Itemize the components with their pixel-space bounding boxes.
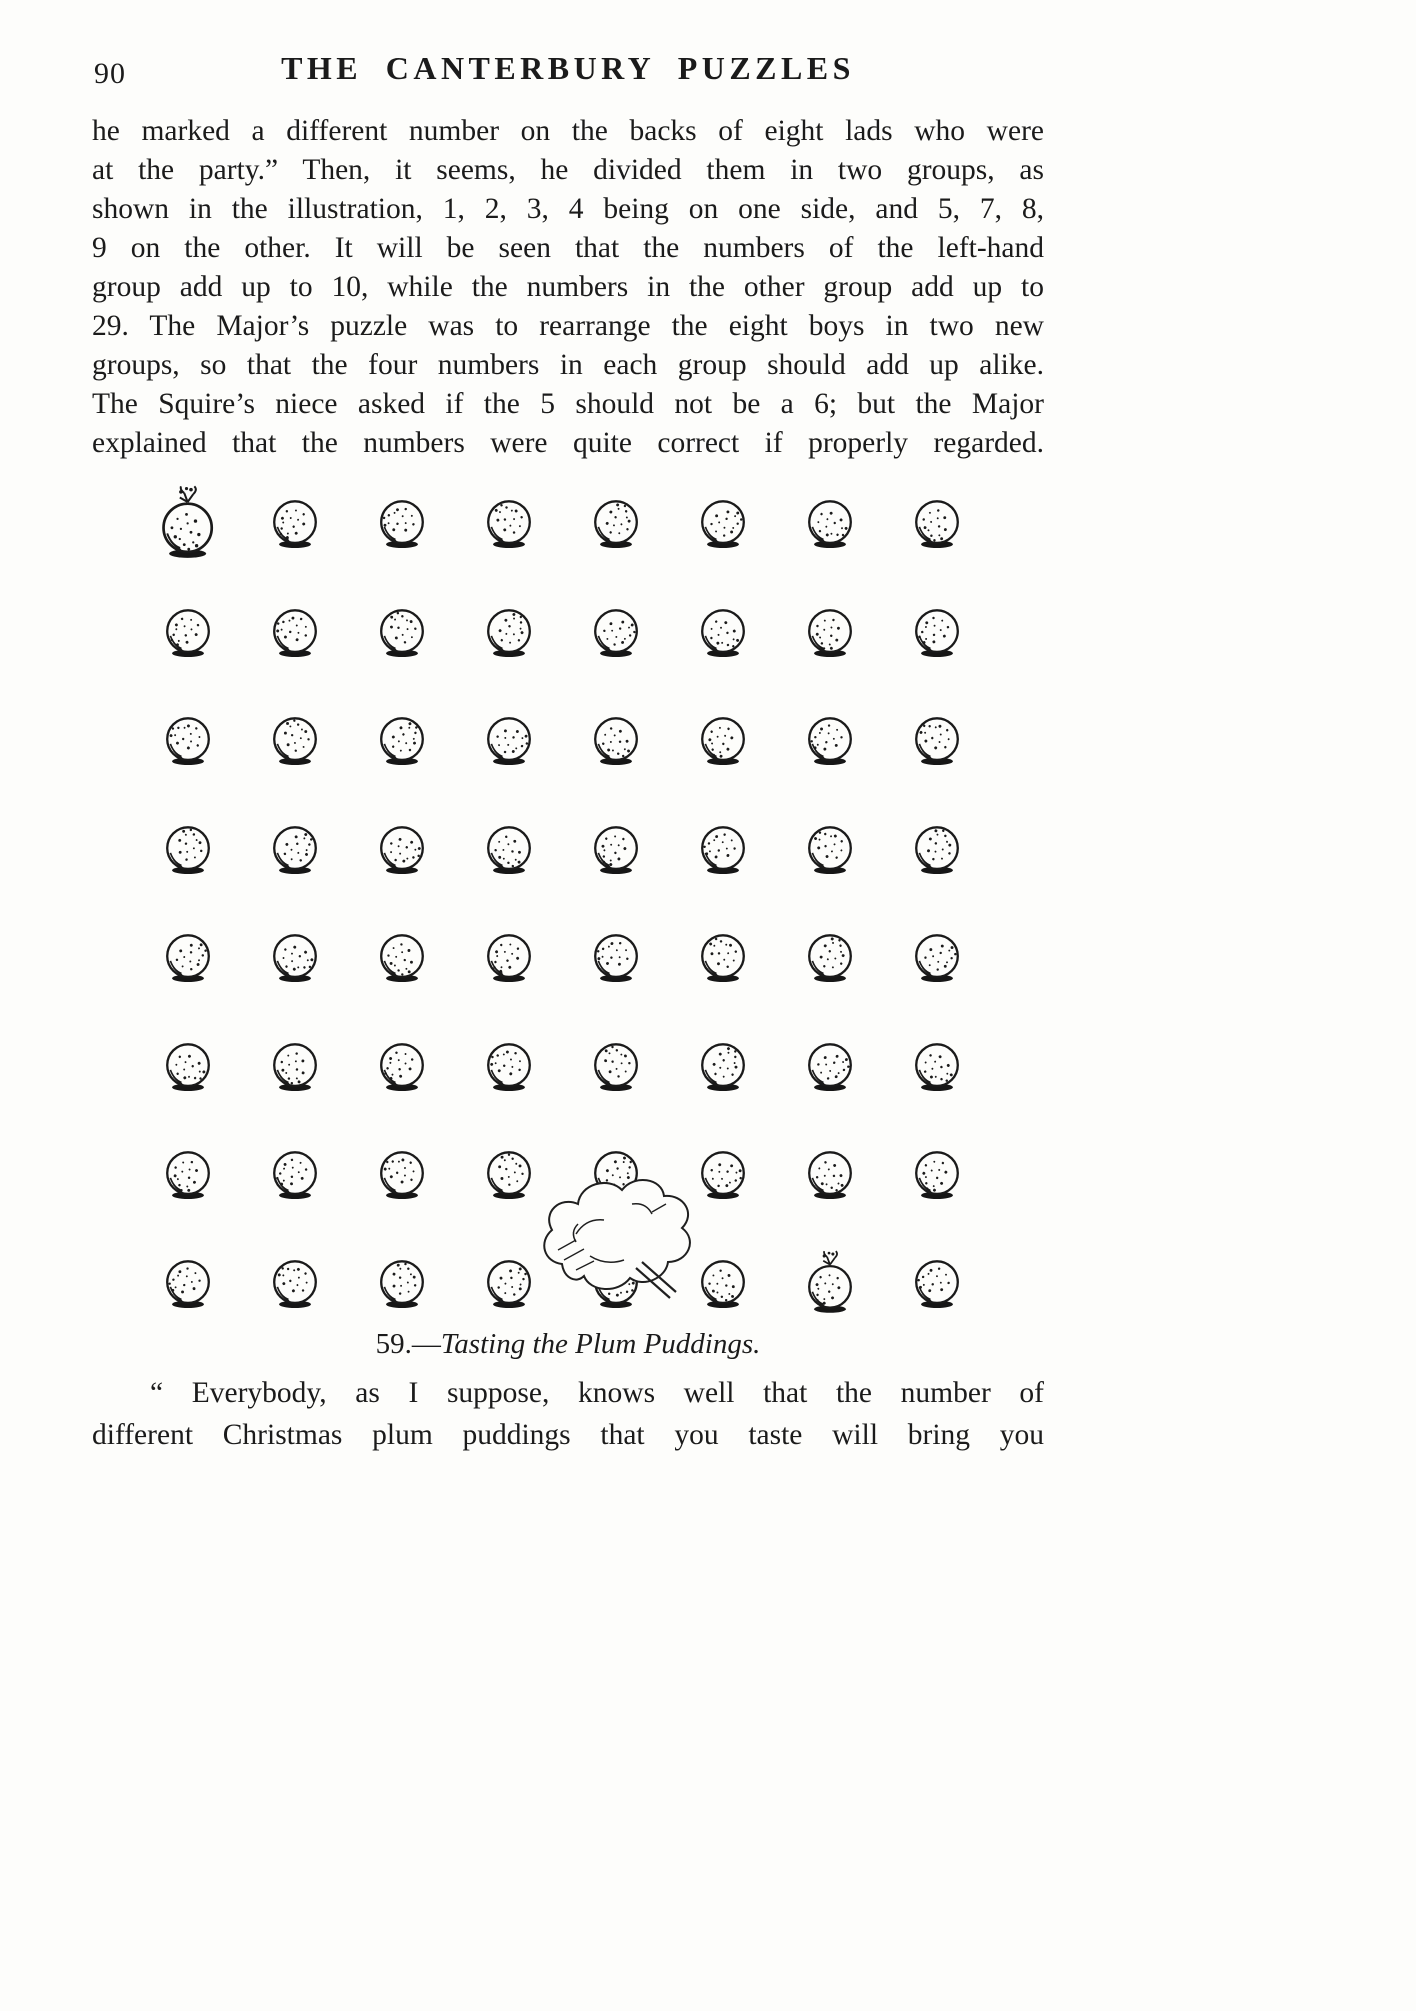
text-line: group add up to 10, while the numbers in the other group add up to [92, 271, 1044, 303]
plum-pudding [241, 1013, 348, 1122]
page-number: 90 [94, 57, 126, 90]
plum-pudding-icon [480, 495, 538, 553]
plum-pudding-icon [801, 604, 859, 662]
plum-pudding-icon [908, 495, 966, 553]
text-line: he marked a different number on the backs of eight lads who were [92, 115, 1044, 147]
plum-pudding [883, 470, 990, 579]
running-title: THE CANTERBURY PUZZLES [281, 50, 855, 86]
text-line: explained that the numbers were quite correct if properly regarded. [92, 427, 1044, 459]
plum-pudding [134, 1230, 241, 1339]
plum-pudding-icon [266, 604, 324, 662]
plum-pudding [883, 796, 990, 905]
plum-pudding-icon [801, 495, 859, 553]
plum-pudding [562, 904, 669, 1013]
plum-pudding-icon [587, 929, 645, 987]
plum-pudding [134, 796, 241, 905]
plum-pudding-icon [908, 821, 966, 879]
plum-pudding [883, 1121, 990, 1230]
holly-sprig-pudding-icon [154, 485, 221, 564]
plum-pudding [134, 687, 241, 796]
plum-pudding [669, 1013, 776, 1122]
plum-pudding-icon [801, 1146, 859, 1204]
puzzle-number: 59.— [375, 1328, 441, 1360]
plum-pudding [348, 796, 455, 905]
plum-pudding [883, 579, 990, 688]
plum-pudding [134, 1121, 241, 1230]
plum-pudding [348, 579, 455, 688]
text-line: different Christmas plum puddings that you taste will bring you [92, 1419, 1044, 1451]
plum-pudding-icon [587, 821, 645, 879]
plum-pudding [883, 1013, 990, 1122]
paragraph-intro [92, 112, 1044, 463]
plum-pudding [241, 796, 348, 905]
plum-pudding [348, 470, 455, 579]
plum-pudding [348, 1013, 455, 1122]
figure-caption [92, 1328, 1044, 1361]
plum-pudding-icon [266, 1146, 324, 1204]
plum-pudding [241, 1230, 348, 1339]
plum-pudding [241, 470, 348, 579]
plum-pudding [776, 1121, 883, 1230]
plum-pudding [562, 687, 669, 796]
plum-pudding-icon [587, 712, 645, 770]
plum-pudding [348, 1230, 455, 1339]
plum-pudding-icon [480, 929, 538, 987]
plum-pudding [669, 579, 776, 688]
text-line: The Squire’s niece asked if the 5 should not be a 6; but the Major [92, 388, 1044, 420]
text-line: 9 on the other. It will be seen that the numbers of the left-hand [92, 232, 1044, 264]
plum-pudding [883, 687, 990, 796]
plum-pudding [455, 1013, 562, 1122]
plum-pudding-icon [373, 1255, 431, 1313]
plum-pudding-icon [694, 495, 752, 553]
plum-pudding-icon [908, 1255, 966, 1313]
holly-sprig-pudding-icon [801, 1250, 859, 1318]
plum-pudding [455, 796, 562, 905]
plum-pudding [348, 1121, 455, 1230]
plum-pudding [669, 470, 776, 579]
plum-pudding [134, 904, 241, 1013]
plum-pudding [348, 687, 455, 796]
plum-pudding [883, 904, 990, 1013]
plum-pudding-icon [159, 1255, 217, 1313]
holly-sprig-pudding [776, 1230, 883, 1339]
plum-pudding [776, 687, 883, 796]
plum-pudding-icon [694, 604, 752, 662]
plum-pudding-icon [694, 929, 752, 987]
plum-pudding-icon [587, 604, 645, 662]
plum-pudding-icon [159, 1146, 217, 1204]
plum-pudding-icon [694, 1038, 752, 1096]
plum-pudding-icon [373, 495, 431, 553]
plum-pudding-icon [266, 1038, 324, 1096]
plum-pudding-icon [159, 821, 217, 879]
plum-pudding [776, 904, 883, 1013]
plum-pudding [669, 904, 776, 1013]
plum-pudding [776, 1013, 883, 1122]
plum-pudding [883, 1230, 990, 1339]
plum-pudding [562, 579, 669, 688]
plum-pudding [562, 1013, 669, 1122]
plum-pudding [455, 470, 562, 579]
plum-pudding-icon [373, 821, 431, 879]
plum-pudding-icon [373, 929, 431, 987]
plum-pudding-icon [266, 712, 324, 770]
plum-pudding-icon [159, 929, 217, 987]
plum-pudding-icon [587, 1038, 645, 1096]
plum-pudding-icon [159, 1038, 217, 1096]
plum-pudding-icon [480, 1038, 538, 1096]
plum-pudding-icon [266, 821, 324, 879]
plum-pudding-icon [480, 1255, 538, 1313]
plum-pudding [776, 470, 883, 579]
plum-pudding-icon [694, 821, 752, 879]
plum-pudding-icon [373, 1146, 431, 1204]
plum-pudding-icon [480, 1146, 538, 1204]
plum-pudding [455, 904, 562, 1013]
plum-pudding-icon [373, 712, 431, 770]
text-line: 29. The Major’s puzzle was to rearrange the eight boys in two new [92, 310, 1044, 342]
plum-pudding-icon [373, 1038, 431, 1096]
plum-pudding [562, 470, 669, 579]
plum-pudding [241, 579, 348, 688]
steam-hand-icon [532, 1168, 704, 1310]
plum-pudding-icon [801, 1038, 859, 1096]
plum-pudding [241, 1121, 348, 1230]
plum-pudding [669, 687, 776, 796]
plum-pudding [669, 796, 776, 905]
plum-pudding [134, 579, 241, 688]
plum-pudding-icon [159, 604, 217, 662]
plum-pudding-icon [266, 1255, 324, 1313]
plum-pudding-icon [908, 1038, 966, 1096]
text-line: at the party.” Then, it seems, he divided them in two groups, as [92, 154, 1044, 186]
plum-pudding [776, 796, 883, 905]
text-line: groups, so that the four numbers in each group should add up alike. [92, 349, 1044, 381]
plum-pudding-icon [266, 929, 324, 987]
plum-pudding-icon [908, 712, 966, 770]
plum-pudding [241, 687, 348, 796]
plum-pudding [776, 579, 883, 688]
plum-pudding [134, 1013, 241, 1122]
plum-pudding-icon [801, 929, 859, 987]
plum-pudding-icon [801, 712, 859, 770]
plum-pudding-icon [480, 821, 538, 879]
puzzle-title: Tasting the Plum Puddings. [440, 1328, 761, 1360]
plum-pudding-icon [587, 495, 645, 553]
plum-pudding [562, 796, 669, 905]
plum-pudding-icon [908, 929, 966, 987]
plum-pudding-icon [801, 821, 859, 879]
plum-pudding-icon [694, 712, 752, 770]
text-line: “ Everybody, as I suppose, knows well that the number of [150, 1377, 1044, 1409]
pudding-illustration [134, 470, 990, 1338]
plum-pudding [455, 687, 562, 796]
paragraph-puzzle [92, 1372, 1044, 1456]
plum-pudding-icon [159, 712, 217, 770]
plum-pudding-icon [373, 604, 431, 662]
holly-sprig-pudding [134, 470, 241, 579]
text-line: shown in the illustration, 1, 2, 3, 4 being on one side, and 5, 7, 8, [92, 193, 1044, 225]
plum-pudding-icon [480, 712, 538, 770]
plum-pudding [348, 904, 455, 1013]
plum-pudding-icon [266, 495, 324, 553]
plum-pudding [455, 579, 562, 688]
plum-pudding-icon [480, 604, 538, 662]
plum-pudding [241, 904, 348, 1013]
plum-pudding-icon [908, 1146, 966, 1204]
plum-pudding-icon [908, 604, 966, 662]
